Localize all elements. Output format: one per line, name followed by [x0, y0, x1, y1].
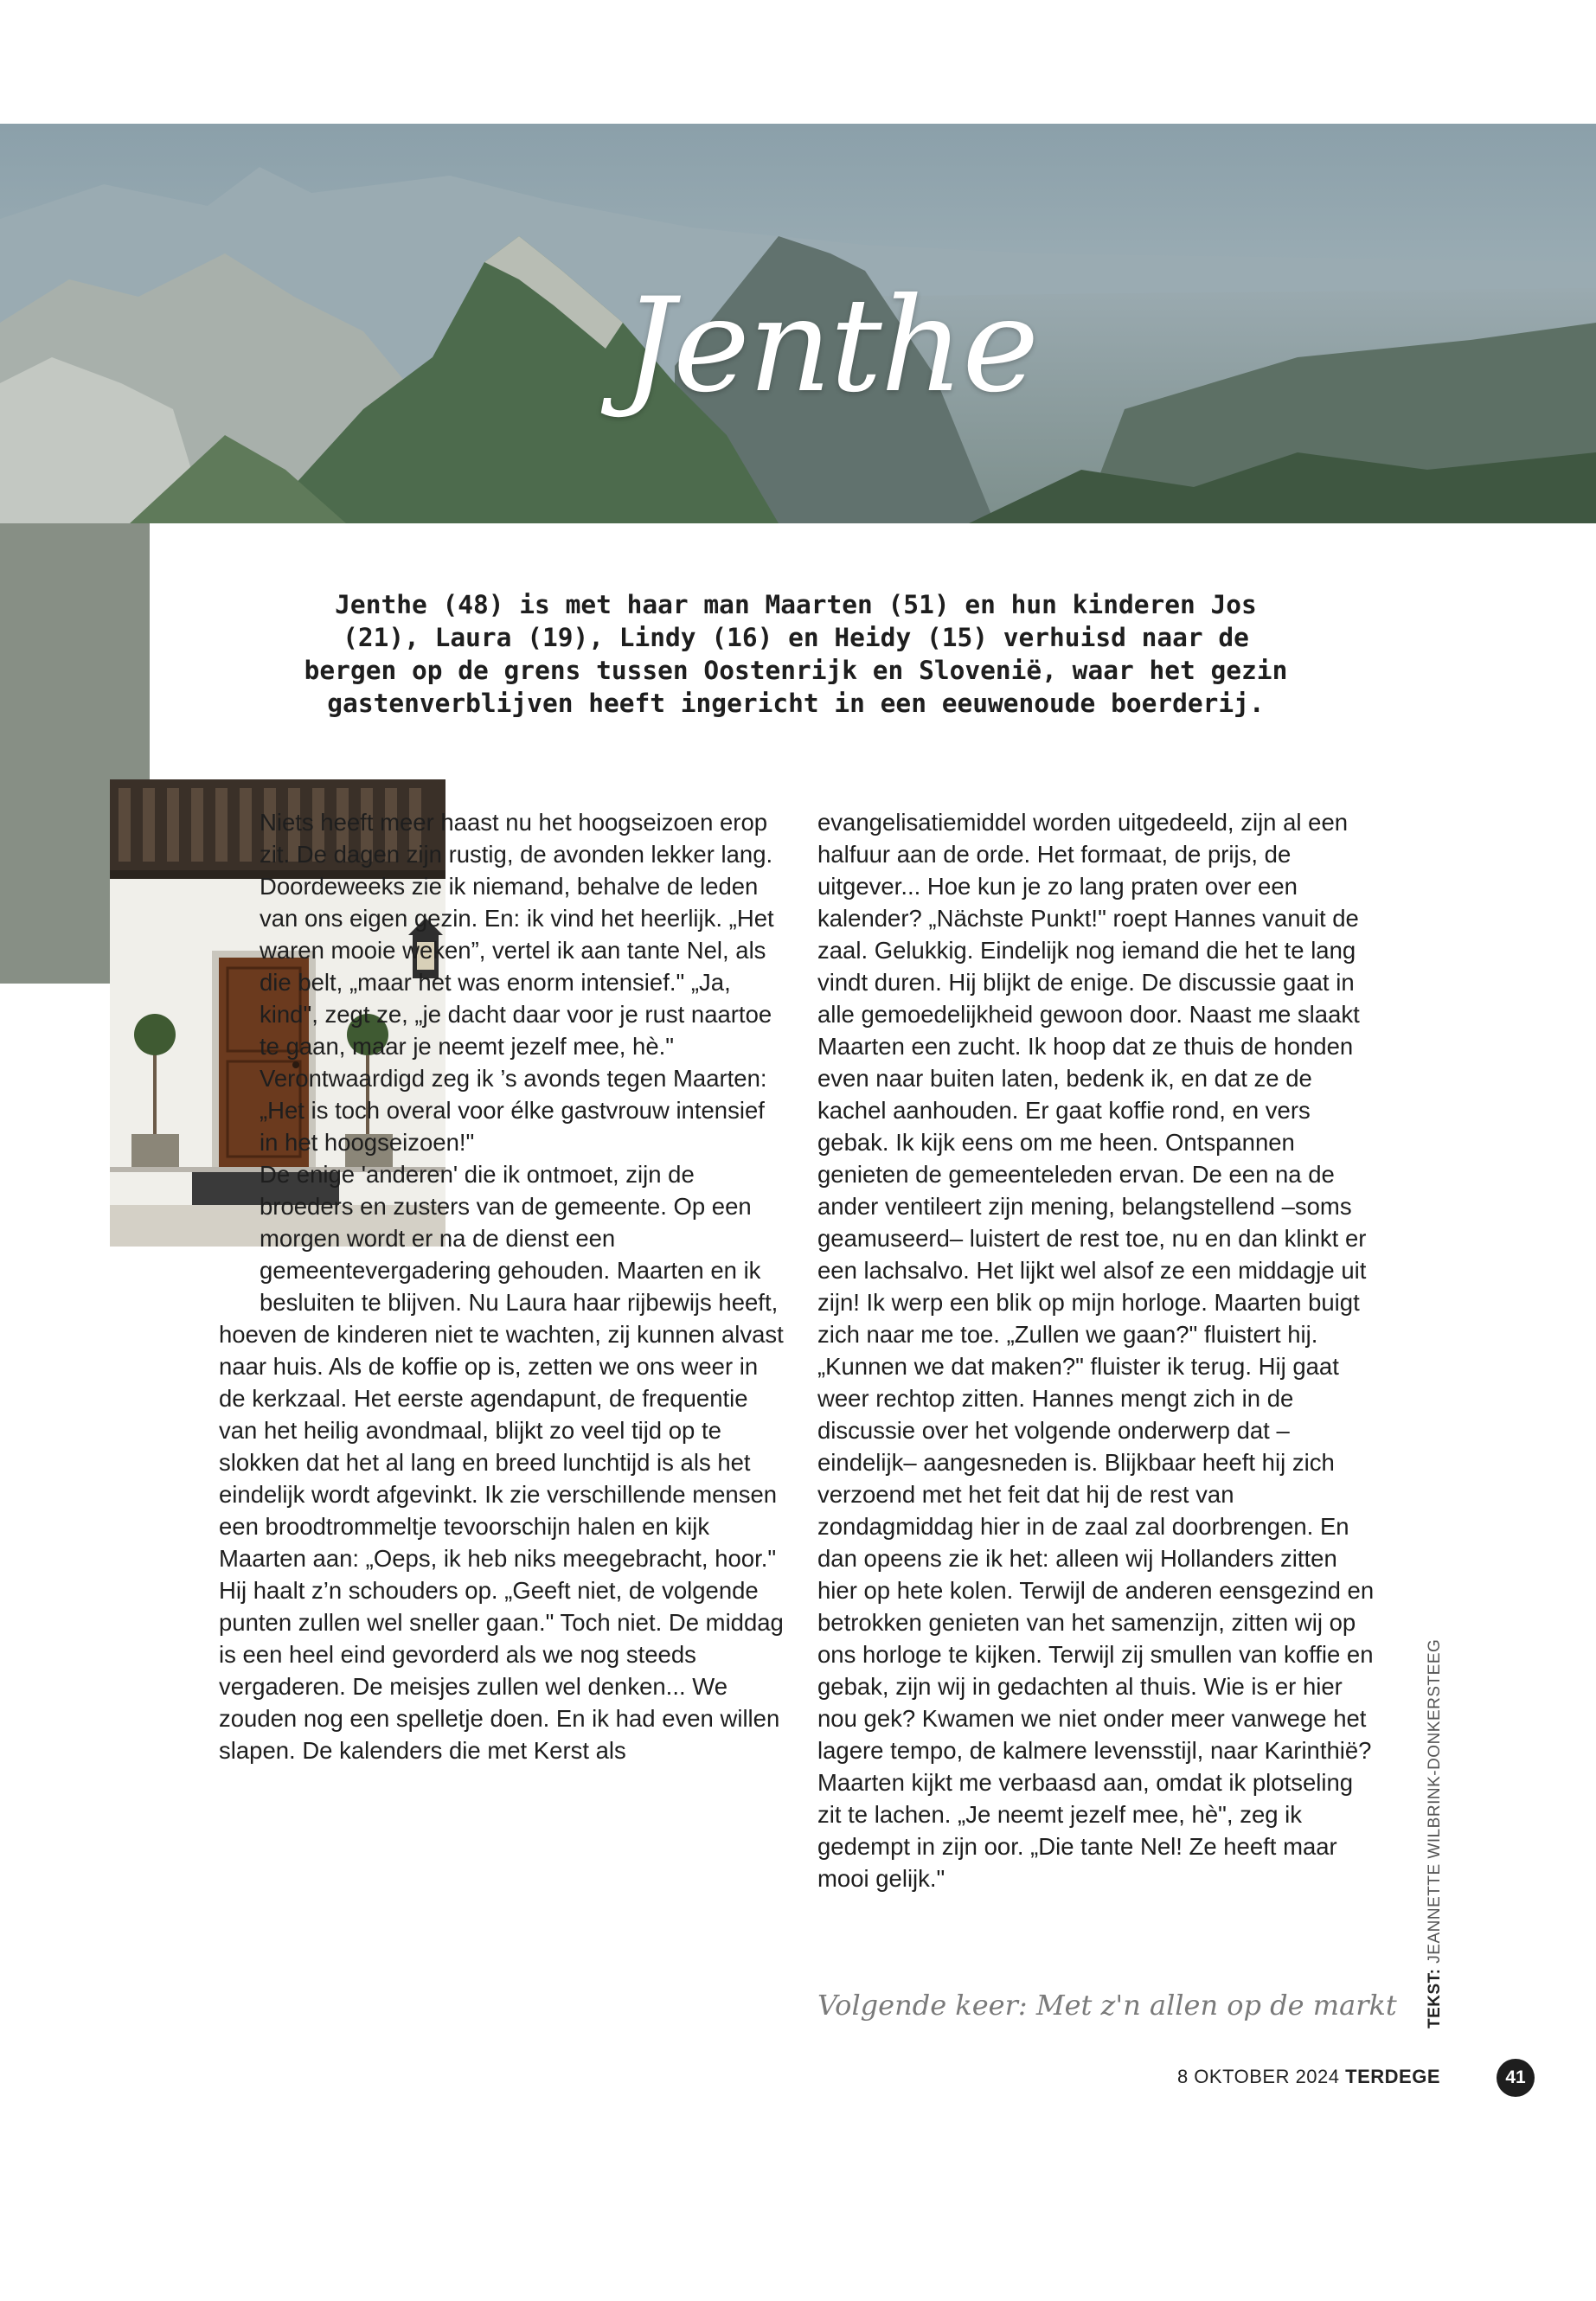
hero-title: Jenthe [623, 271, 1038, 421]
page-number: 41 [1497, 2059, 1535, 2097]
article-paragraph: Niets heeft meer haast nu het hoogseizoen erop zit. De dagen zijn rustig, de avonden lekker lang. Doordeweeks zie ik niemand, behalve de leden van ons eigen gezin. En: ik vind het heerlijk. „Het waren mooie weken”, vertel ik aan tante Nel, als die belt, „maar het was enorm intensief." „Ja, kind", zegt ze, „je dacht daar voor je rust naartoe te gaan, maar je neemt jezelf mee, hè." Verontwaardigd zeg ik ’s avonds tegen Maarten: „Het is toch overal voor élke gastvrouw intensief in het hoogseizoen!" [260, 809, 774, 1156]
intro-text: Jenthe (48) is met haar man Maarten (51) en hun kinderen Jos (21), Laura (19), Lindy (16) en Heidy (15) verhuisd naar de bergen op de grens tussen Oostenrijk en Slovenië, waar het gezin gastenverblijven heeft ingericht in een eeuwenoude boerderij. [304, 590, 1288, 718]
photo-spacer [0, 806, 260, 1298]
next-episode-teaser: Volgende keer: Met z'n allen op de markt [817, 1989, 1397, 2022]
credit-label: TEKST: [1426, 1963, 1444, 2029]
issue-date: 8 OKTOBER 2024 [1176, 2066, 1346, 2087]
article-column-left [219, 806, 785, 1766]
article-paragraph: evangelisatiemiddel worden uitgedeeld, zijn al een halfuur aan de orde. Het formaat, de prijs, de uitgever... Hoe kun je zo lang praten over een kalender? „Nächste Punkt!" roept Hannes vanuit de zaal. Gelukkig. Eindelijk nog iemand die het te lang vindt duren. Hij blijkt de enige. De discussie gaat in alle gemoedelijkheid gewoon door. Naast me slaakt Maarten een zucht. Ik hoop dat ze thuis de honden even naar buiten laten, bedenk ik, en dat ze de kachel aanhouden. Er gaat koffie rond, en vers gebak. Ik kijk eens om me heen. Ontspannen genieten de gemeenteleden ervan. De een na de ander ventileert zijn mening, belangstellend –soms geamuseerd– luistert de rest toe, nu en dan klinkt er een lachsalvo. Het lijkt wel alsof ze een middagje uit zijn! Ik werp een blik op mijn horloge. Maarten buigt zich naar me toe. „Zullen we gaan?" fluistert hij. „Kunnen we dat maken?" fluister ik terug. Hij gaat weer rechtop zitten. Hannes mengt zich in de discussie over het volgende onderwerp dat – eindelijk– aangesneden is. Blijkbaar heeft hij zich verzoend met het feit dat hij de rest van zondagmiddag hier in de zaal zal doorbrengen. En dan opeens zie ik het: alleen wij Hollanders zitten hier op hete kolen. Terwijl de anderen eensgezind en betrokken genieten van het samenzijn, zitten wij op ons horloge te kijken. Terwijl zij smullen van koffie en gebak, zijn wij in gedachten al thuis. Wie is er hier nou gek? Kwamen we niet onder meer vanwege het lagere tempo, de kalmere levensstijl, naar Karinthië? Maarten kijkt me verbaasd aan, omdat ik plotseling zit te lachen. „Je neemt jezelf mee, hè", zeg ik gedempt in zijn oor. „Die tante Nel! Ze heeft maar mooi gelijk." [817, 809, 1375, 1892]
author-credit [1426, 1639, 1445, 2029]
magazine-name: TERDEGE [1345, 2066, 1440, 2087]
article-column-right [817, 806, 1380, 1894]
hero-image [0, 124, 1596, 523]
page-footer [1177, 2066, 1440, 2088]
credit-author: JEANNETTE WILBRINK-DONKERSTEEG [1426, 1638, 1444, 1964]
article-paragraph: De enige 'anderen' die ik ontmoet, zijn de broeders en zusters van de gemeente. Op een morgen wordt er na de dienst een gemeentevergadering gehouden. Maarten en ik besluiten te blijven. Nu Laura haar rijbewijs heeft, hoeven de kinderen niet te wachten, zij kunnen alvast naar huis. Als de koffie op is, zetten we ons weer in de kerkzaal. Het eerste agendapunt, de frequentie van het heilig avondmaal, blijkt zo veel tijd op te slokken dat het al lang en breed lunchtijd is als het eindelijk wordt afgevinkt. Ik zie verschillende mensen een broodtrommeltje tevoorschijn halen en kijk Maarten aan: „Oeps, ik heb niks meegebracht, hoor." Hij haalt z’n schouders op. „Geeft niet, de volgende punten zullen wel sneller gaan." Toch niet. De middag is een heel eind gevorderd als we nog steeds vergaderen. De meisjes zullen wel denken... We zouden nog een spelletje doen. En ik had even willen slapen. De kalenders die met Kerst als [219, 1161, 784, 1764]
